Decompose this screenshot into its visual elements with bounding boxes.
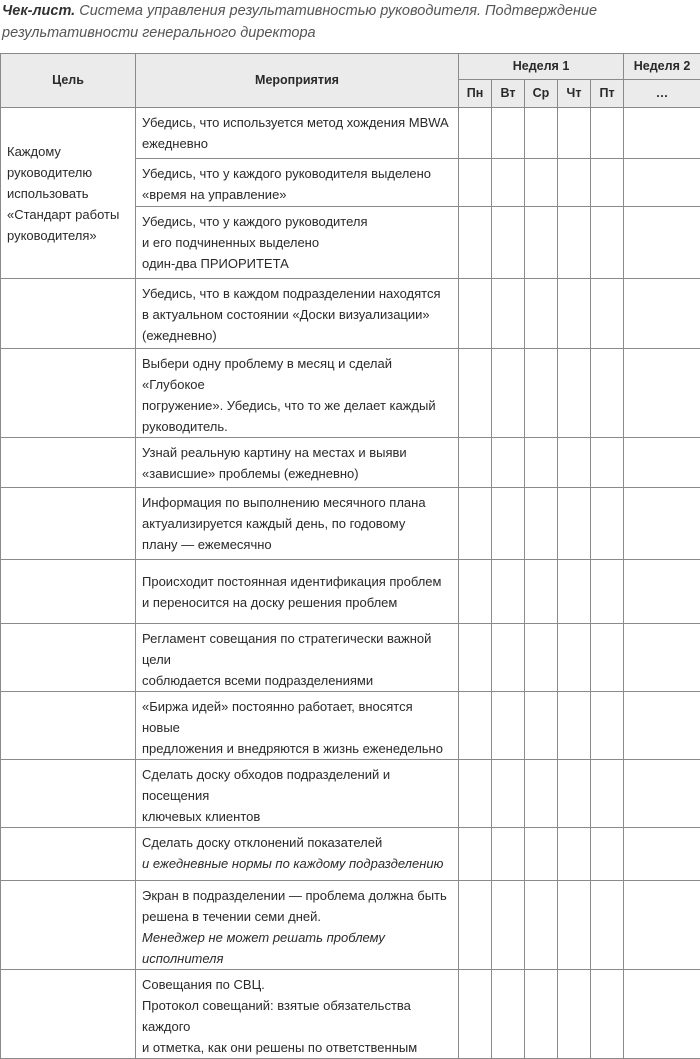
table-row (1, 970, 700, 1059)
goal-cell-empty (1, 438, 136, 488)
activity-cell (136, 828, 459, 881)
header-day-wed: Ср (525, 80, 558, 108)
check-cell[interactable] (591, 828, 624, 881)
check-cell[interactable] (459, 207, 492, 279)
check-cell[interactable] (492, 279, 525, 349)
activity-line: Протокол совещаний: взятые обязательства каждого (142, 995, 452, 1037)
check-cell[interactable] (591, 108, 624, 159)
goal-cell-empty (1, 970, 136, 1059)
check-cell[interactable] (591, 560, 624, 624)
check-cell[interactable] (558, 560, 591, 624)
week2-check-cell[interactable] (624, 828, 700, 881)
goal-cell-empty (1, 488, 136, 560)
activity-line: и отметка, как они решены по ответственным (142, 1037, 452, 1058)
check-cell[interactable] (591, 760, 624, 828)
check-cell[interactable] (558, 279, 591, 349)
activity-line: (ежедневно) (142, 325, 452, 346)
check-cell[interactable] (492, 881, 525, 970)
header-week2: Неделя 2 (624, 54, 700, 80)
goal-cell-empty (1, 881, 136, 970)
header-day-tue: Вт (492, 80, 525, 108)
activity-cell (136, 349, 459, 438)
check-cell[interactable] (459, 108, 492, 159)
goal-cell: Каждому руководителю использовать «Стандарт работы руководителя» (1, 108, 136, 279)
activity-line: Экран в подразделении — проблема должна быть (142, 885, 452, 906)
goal-cell-empty (1, 692, 136, 760)
check-cell[interactable] (591, 207, 624, 279)
check-cell[interactable] (558, 624, 591, 692)
activity-line: Совещания по СВЦ. (142, 974, 452, 995)
week2-check-cell[interactable] (624, 108, 700, 159)
activity-line: ключевых клиентов (142, 806, 452, 827)
goal-cell-empty (1, 828, 136, 881)
check-cell[interactable] (558, 970, 591, 1059)
table-row (1, 438, 700, 488)
week2-check-cell[interactable] (624, 159, 700, 207)
check-cell[interactable] (525, 438, 558, 488)
goal-cell-empty (1, 560, 136, 624)
check-cell[interactable] (525, 760, 558, 828)
activity-cell (136, 207, 459, 279)
check-cell[interactable] (525, 349, 558, 438)
activity-line: руководитель. (142, 416, 452, 437)
activity-line: Убедись, что у каждого руководителя выделено (142, 163, 452, 184)
check-cell[interactable] (591, 692, 624, 760)
caption-lead: Чек-лист. (2, 3, 75, 19)
activity-line: Регламент совещания по стратегически важной цели (142, 628, 452, 670)
check-cell[interactable] (558, 438, 591, 488)
activity-line: Узнай реальную картину на местах и выяви (142, 442, 452, 463)
check-cell[interactable] (525, 970, 558, 1059)
activity-line: Менеджер не может решать проблему исполнителя (142, 927, 452, 969)
check-cell[interactable] (492, 828, 525, 881)
activity-line: один-два ПРИОРИТЕТА (142, 253, 452, 274)
check-cell[interactable] (525, 159, 558, 207)
check-cell[interactable] (558, 349, 591, 438)
activity-line: Информация по выполнению месячного плана (142, 492, 452, 513)
header-day-fri: Пт (591, 80, 624, 108)
activity-line: Убедись, что у каждого руководителя (142, 211, 452, 232)
table-row (1, 560, 700, 624)
check-cell[interactable] (591, 624, 624, 692)
check-cell[interactable] (525, 207, 558, 279)
check-cell[interactable] (459, 279, 492, 349)
activity-line: «время на управление» (142, 184, 452, 205)
check-cell[interactable] (459, 970, 492, 1059)
activity-cell (136, 970, 459, 1059)
table-row (1, 108, 700, 159)
header-goal: Цель (1, 54, 136, 108)
check-cell[interactable] (492, 438, 525, 488)
activity-cell (136, 159, 459, 207)
table-row (1, 488, 700, 560)
check-cell[interactable] (558, 488, 591, 560)
check-cell[interactable] (492, 692, 525, 760)
check-cell[interactable] (492, 760, 525, 828)
activity-line: Убедись, что используется метод хождения MBWA (142, 112, 452, 133)
check-cell[interactable] (525, 279, 558, 349)
check-cell[interactable] (492, 207, 525, 279)
activity-line: «зависшие» проблемы (ежедневно) (142, 463, 452, 484)
check-cell[interactable] (558, 108, 591, 159)
table-row (1, 692, 700, 760)
activity-line: Сделать доску обходов подразделений и посещения (142, 764, 452, 806)
check-cell[interactable] (525, 828, 558, 881)
check-cell[interactable] (492, 624, 525, 692)
week2-check-cell[interactable] (624, 488, 700, 560)
week2-check-cell[interactable] (624, 279, 700, 349)
check-cell[interactable] (459, 349, 492, 438)
activity-line: в актуальном состоянии «Доски визуализации» (142, 304, 452, 325)
check-cell[interactable] (525, 692, 558, 760)
table-caption (2, 0, 698, 44)
check-cell[interactable] (558, 692, 591, 760)
activity-line: погружение». Убедись, что то же делает каждый (142, 395, 452, 416)
check-cell[interactable] (459, 692, 492, 760)
check-cell[interactable] (591, 970, 624, 1059)
check-cell[interactable] (591, 159, 624, 207)
activity-cell (136, 488, 459, 560)
header-day-mon: Пн (459, 80, 492, 108)
week2-check-cell[interactable] (624, 692, 700, 760)
activity-line: и ежедневные нормы по каждому подразделению (142, 853, 452, 874)
activity-cell (136, 881, 459, 970)
check-cell[interactable] (459, 560, 492, 624)
week2-check-cell[interactable] (624, 881, 700, 970)
check-cell[interactable] (558, 828, 591, 881)
activity-line: и переносится на доску решения проблем (142, 592, 452, 613)
check-cell[interactable] (558, 159, 591, 207)
activity-line: Убедись, что в каждом подразделении находятся (142, 283, 452, 304)
activity-line: соблюдается всеми подразделениями (142, 670, 452, 691)
week2-check-cell[interactable] (624, 760, 700, 828)
check-cell[interactable] (459, 159, 492, 207)
check-cell[interactable] (525, 560, 558, 624)
header-week1: Неделя 1 (459, 54, 624, 80)
table-row (1, 881, 700, 970)
check-cell[interactable] (591, 488, 624, 560)
check-cell[interactable] (459, 828, 492, 881)
goal-cell-empty (1, 349, 136, 438)
check-cell[interactable] (591, 279, 624, 349)
activity-cell (136, 438, 459, 488)
activity-cell (136, 108, 459, 159)
activity-cell (136, 279, 459, 349)
check-cell[interactable] (492, 488, 525, 560)
goal-cell-empty (1, 279, 136, 349)
table-row (1, 349, 700, 438)
check-cell[interactable] (558, 207, 591, 279)
check-cell[interactable] (591, 438, 624, 488)
check-cell[interactable] (525, 108, 558, 159)
table-row (1, 828, 700, 881)
table-row (1, 760, 700, 828)
header-activities: Мероприятия (136, 54, 459, 108)
check-cell[interactable] (525, 488, 558, 560)
check-cell[interactable] (492, 349, 525, 438)
week2-check-cell[interactable] (624, 349, 700, 438)
week2-check-cell[interactable] (624, 560, 700, 624)
check-cell[interactable] (492, 560, 525, 624)
week2-check-cell[interactable] (624, 207, 700, 279)
activity-cell (136, 760, 459, 828)
activity-line: плану — ежемесячно (142, 534, 452, 555)
check-cell[interactable] (459, 438, 492, 488)
header-day-thu: Чт (558, 80, 591, 108)
check-cell[interactable] (459, 881, 492, 970)
activity-line: Выбери одну проблему в месяц и сделай «Глубокое (142, 353, 452, 395)
table-row (1, 279, 700, 349)
check-cell[interactable] (492, 970, 525, 1059)
table-row (1, 624, 700, 692)
goal-cell-empty (1, 624, 136, 692)
caption-text: Система управления результативностью руководителя. Подтверждение результативности генерального директора (2, 3, 597, 41)
check-cell[interactable] (459, 488, 492, 560)
week2-check-cell[interactable] (624, 624, 700, 692)
check-cell[interactable] (492, 108, 525, 159)
week2-check-cell[interactable] (624, 970, 700, 1059)
check-cell[interactable] (525, 881, 558, 970)
activity-line: Происходит постоянная идентификация проблем (142, 571, 452, 592)
activity-cell (136, 692, 459, 760)
check-cell[interactable] (459, 624, 492, 692)
check-cell[interactable] (459, 760, 492, 828)
check-cell[interactable] (558, 881, 591, 970)
check-cell[interactable] (492, 159, 525, 207)
activity-line: Сделать доску отклонений показателей (142, 832, 452, 853)
activity-line: решена в течении семи дней. (142, 906, 452, 927)
activity-line: ежедневно (142, 133, 452, 154)
header-week2-ellipsis: … (624, 80, 700, 108)
activity-line: «Биржа идей» постоянно работает, вносятся новые (142, 696, 452, 738)
week2-check-cell[interactable] (624, 438, 700, 488)
checklist-table (0, 53, 700, 1059)
check-cell[interactable] (525, 624, 558, 692)
check-cell[interactable] (558, 760, 591, 828)
activity-cell (136, 624, 459, 692)
check-cell[interactable] (591, 881, 624, 970)
activity-line: актуализируется каждый день, по годовому (142, 513, 452, 534)
activity-line: предложения и внедряются в жизнь еженедельно (142, 738, 452, 759)
activity-line: и его подчиненных выделено (142, 232, 452, 253)
check-cell[interactable] (591, 349, 624, 438)
activity-cell (136, 560, 459, 624)
goal-cell-empty (1, 760, 136, 828)
